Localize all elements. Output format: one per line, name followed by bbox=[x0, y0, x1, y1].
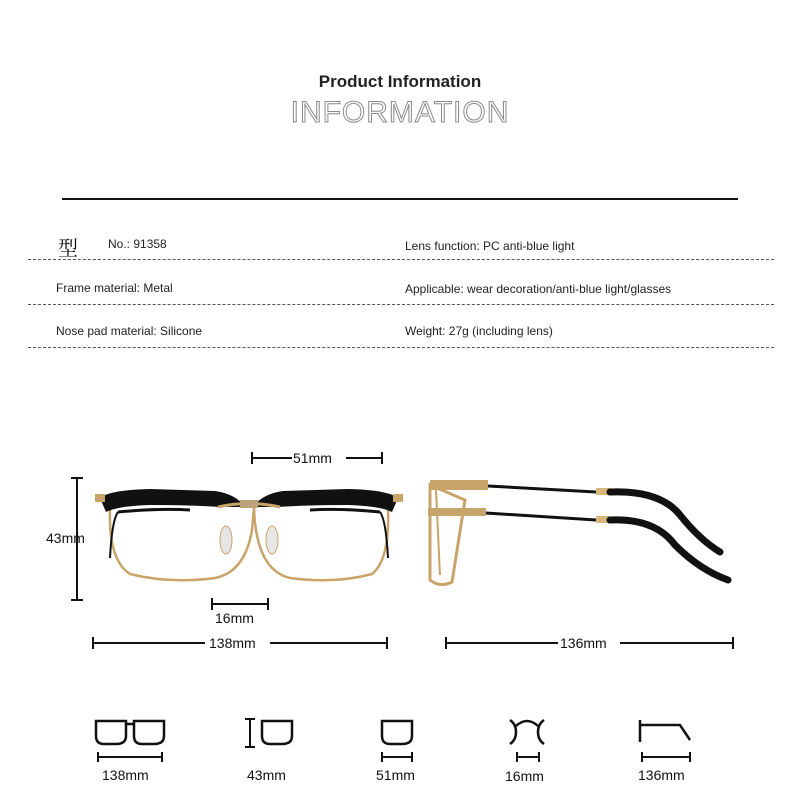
page-subtitle: INFORMATION bbox=[290, 96, 510, 129]
bridge-width-label: 16mm bbox=[215, 610, 254, 626]
spec-lens-function: Lens function: PC anti-blue light bbox=[405, 239, 575, 253]
glasses-front-view bbox=[95, 489, 403, 580]
temple-length-icon bbox=[640, 720, 690, 762]
page-title: Product Information bbox=[318, 72, 482, 91]
icon-label: 136mm bbox=[638, 767, 685, 783]
icon-label: 51mm bbox=[376, 767, 415, 783]
temple-length-label: 136mm bbox=[560, 635, 607, 651]
spec-weight: Weight: 27g (including lens) bbox=[405, 324, 553, 338]
model-badge-glyph: 型 bbox=[58, 236, 78, 260]
lens-height-label: 43mm bbox=[46, 530, 85, 546]
glasses-side-view bbox=[428, 480, 728, 585]
lens-width-icon bbox=[382, 721, 412, 762]
bridge-width-icon bbox=[510, 720, 544, 762]
frame-width-label: 138mm bbox=[209, 635, 256, 651]
spec-frame-material: Frame material: Metal bbox=[56, 281, 173, 295]
spec-nose-pad-material: Nose pad material: Silicone bbox=[56, 324, 203, 338]
icon-label: 138mm bbox=[102, 767, 149, 783]
icon-label: 43mm bbox=[247, 767, 286, 783]
icon-label: 16mm bbox=[505, 768, 544, 784]
lens-width-label: 51mm bbox=[293, 450, 332, 466]
spec-model-no: No.: 91358 bbox=[108, 237, 167, 251]
spec-applicable: Applicable: wear decoration/anti-blue light/glasses bbox=[405, 282, 672, 296]
frame-width-icon bbox=[96, 721, 164, 762]
lens-height-icon bbox=[245, 719, 292, 747]
